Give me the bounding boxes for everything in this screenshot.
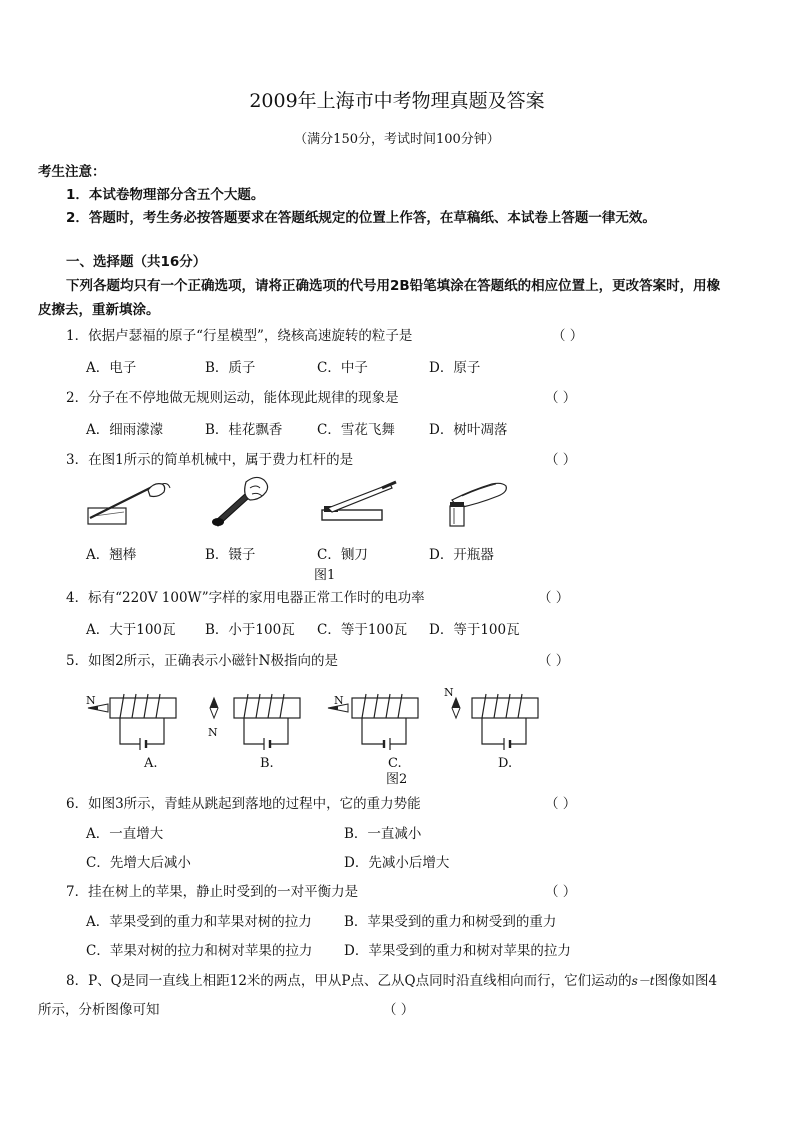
question-5-stem: 5．如图2所示，正确表示小磁针N极指向的是 [66,653,338,669]
page-subtitle: （满分150分，考试时间100分钟） [294,132,500,147]
figure-2-label-a: A. [144,756,158,771]
question-1-stem: 1．依据卢瑟福的原子“行星模型”，绕核高速旋转的粒子是 [66,328,413,344]
question-4-option-b: B．小于100瓦 [205,622,295,638]
question-2-option-c: C．雪花飞舞 [317,422,395,438]
question-7-option-c: C．苹果对树的拉力和树对苹果的拉力 [86,943,313,959]
question-5-answer-paren[interactable]: （ ） [538,653,570,669]
figure-1-bottle-opener-illustration [440,478,510,528]
question-7-option-a: A．苹果受到的重力和苹果对树的拉力 [86,914,312,930]
question-8-stem-line2: 所示，分析图像可知 [38,1002,160,1018]
question-4-option-a: A．大于100瓦 [86,622,176,638]
figure-2-label-d: D. [498,756,513,771]
question-6-stem: 6．如图3所示，青蛙从跳起到落地的过程中，它的重力势能 [66,796,421,812]
question-4-answer-paren[interactable]: （ ） [538,590,570,606]
section-intro-line2: 皮擦去，重新填涂。 [38,302,160,318]
question-2-answer-paren[interactable]: （ ） [545,390,577,406]
notice-item-2: 2．答题时，考生务必按答题要求在答题纸规定的位置上作答，在草稿纸、本试卷上答题一律无效。 [66,210,656,226]
question-4-stem: 4．标有“220V 100W”字样的家用电器正常工作时的电功率 [66,590,425,606]
question-2-stem: 2．分子在不停地做无规则运动，能体现此规律的现象是 [66,390,399,406]
notice-item-1: 1．本试卷物理部分含五个大题。 [66,187,265,203]
question-8-stem-line1 [66,969,717,989]
question-8-st-symbol: s－t [631,974,655,988]
question-6-option-d: D．先减小后增大 [344,855,450,871]
question-3-option-b: B．镊子 [205,547,256,563]
page-title: 2009年上海市中考物理真题及答案 [249,90,545,112]
figure-2-a-needle-label: N [86,694,96,707]
figure-2-c-needle-label: N [334,694,344,707]
question-3-answer-paren[interactable]: （ ） [545,452,577,468]
figure-1-tweezers-illustration [206,474,276,530]
question-3-option-a: A．翘棒 [86,547,137,563]
figure-2-option-b-solenoid [204,690,304,750]
figure-1-guillotine-cutter-illustration [318,480,398,524]
section-intro-line1: 下列各题均只有一个正确选项，请将正确选项的代号用2B铅笔填涂在答题纸的相应位置上，更改答案时，用橡 [66,278,721,294]
question-4-option-c: C．等于100瓦 [317,622,408,638]
question-3-option-d: D．开瓶器 [429,547,494,563]
figure-2-caption: 图2 [386,772,408,787]
question-3-stem: 3．在图1所示的简单机械中，属于费力杠杆的是 [66,452,354,468]
notice-heading: 考生注意： [38,164,106,180]
question-7-option-b: B．苹果受到的重力和树受到的重力 [344,914,557,930]
question-8-stem-end: 图像如图4 [654,973,718,989]
figure-1-caption: 图1 [314,568,336,583]
question-6-option-a: A．一直增大 [86,826,164,842]
question-8-stem-text: 8．P、Q是同一直线上相距12米的两点，甲从P点、乙从Q点同时沿直线相向而行，它们运动的 [66,973,632,989]
question-1-option-c: C．中子 [317,360,368,376]
question-2-option-d: D．树叶凋落 [429,422,508,438]
question-8-answer-paren[interactable]: （ ） [383,1002,415,1018]
section-heading: 一、选择题（共16分） [66,254,207,270]
question-2-option-a: A．细雨濛濛 [86,422,164,438]
question-6-answer-paren[interactable]: （ ） [545,796,577,812]
figure-1-crowbar-illustration [86,478,176,528]
question-7-option-d: D．苹果受到的重力和树对苹果的拉力 [344,943,571,959]
question-1-answer-paren[interactable]: （ ） [552,328,584,344]
question-2-option-b: B．桂花飘香 [205,422,283,438]
figure-2-label-c: C. [388,756,402,771]
question-4-option-d: D．等于100瓦 [429,622,520,638]
question-6-option-b: B．一直减小 [344,826,422,842]
figure-2-d-needle-label: N [444,686,454,699]
question-7-answer-paren[interactable]: （ ） [545,884,577,900]
question-1-option-d: D．原子 [429,360,481,376]
question-1-option-a: A．电子 [86,360,137,376]
figure-2-option-a-solenoid [84,690,184,750]
figure-2-option-d-solenoid [446,690,546,750]
question-3-option-c: C．铡刀 [317,547,368,563]
figure-2-label-b: B. [260,756,274,771]
figure-2-b-needle-label: N [208,726,218,739]
question-6-option-c: C．先增大后减小 [86,855,191,871]
question-1-option-b: B．质子 [205,360,256,376]
question-7-stem: 7．挂在树上的苹果，静止时受到的一对平衡力是 [66,884,359,900]
